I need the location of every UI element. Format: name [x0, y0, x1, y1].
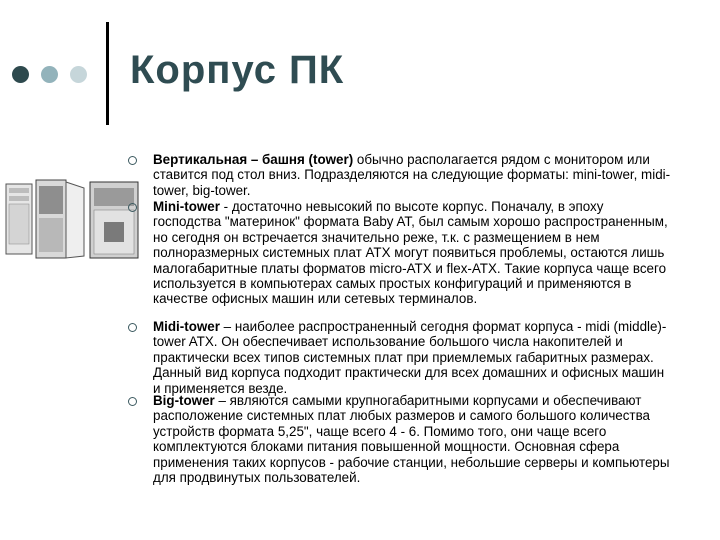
- item-lead: Вертикальная – башня (tower): [153, 152, 354, 167]
- item-text: - достаточно невысокий по высоте корпус. Поначалу, в эпоху господства "материнок" формата Baby AT, был самым хорошо распространенным, но сегодня он встречается значительно реже, т.к. с размещением в нем полноразмерных системных плат ATX могут появиться проблемы, остаются лишь малогабаритные платы форматов micro-ATX и flex-ATX. Такие корпуса чаще всего используется в компьютерах самых простых конфигураций и применяются в качестве офисных машин или сетевых терминалов.: [153, 199, 668, 307]
- bullet-circle-icon: [128, 203, 137, 212]
- bullet-circle-icon: [128, 323, 137, 332]
- item-text: – наиболее распространенный сегодня формат корпуса - midi (middle)-tower ATX. Он обеспечивает использование большого числа накопителей и практически всех типов системных плат при приемлемых габаритных размерах. Данный вид корпуса подходит практически для всех домашних и офисных машин и применяется везде.: [153, 319, 667, 396]
- bullet-circle-icon: [128, 156, 137, 165]
- dark-dot-icon: [12, 66, 29, 83]
- item-lead: Midi-tower: [153, 319, 220, 334]
- title-divider: [106, 22, 109, 125]
- decorative-dots: [0, 62, 100, 86]
- item-text: – являются самыми крупногабаритными корпусами и обеспечивают расположение системных плат любых размеров и самого большого количества устройств формата 5,25", чаще всего 4 - 6. Помимо того, они чаще всего комплектуются блоками питания повышенной мощности. Основная сфера применения таких корпусов - рабочие станции, небольшие серверы и компьютеры для продвинутых пользователей.: [153, 393, 670, 486]
- slide-title: Корпус ПК: [130, 48, 345, 92]
- medium-dot-icon: [41, 66, 58, 83]
- item-text: обычно располагается рядом с монитором или ставится под стол вниз. Подразделяются на следующие форматы: mini-tower, midi-tower, big-tower.: [153, 152, 671, 198]
- bullet-circle-icon: [128, 397, 137, 406]
- pc-case-image: [4, 178, 144, 260]
- light-dot-icon: [70, 66, 87, 83]
- item-lead: Big-tower: [153, 393, 215, 408]
- item-lead: Mini-tower: [153, 199, 220, 214]
